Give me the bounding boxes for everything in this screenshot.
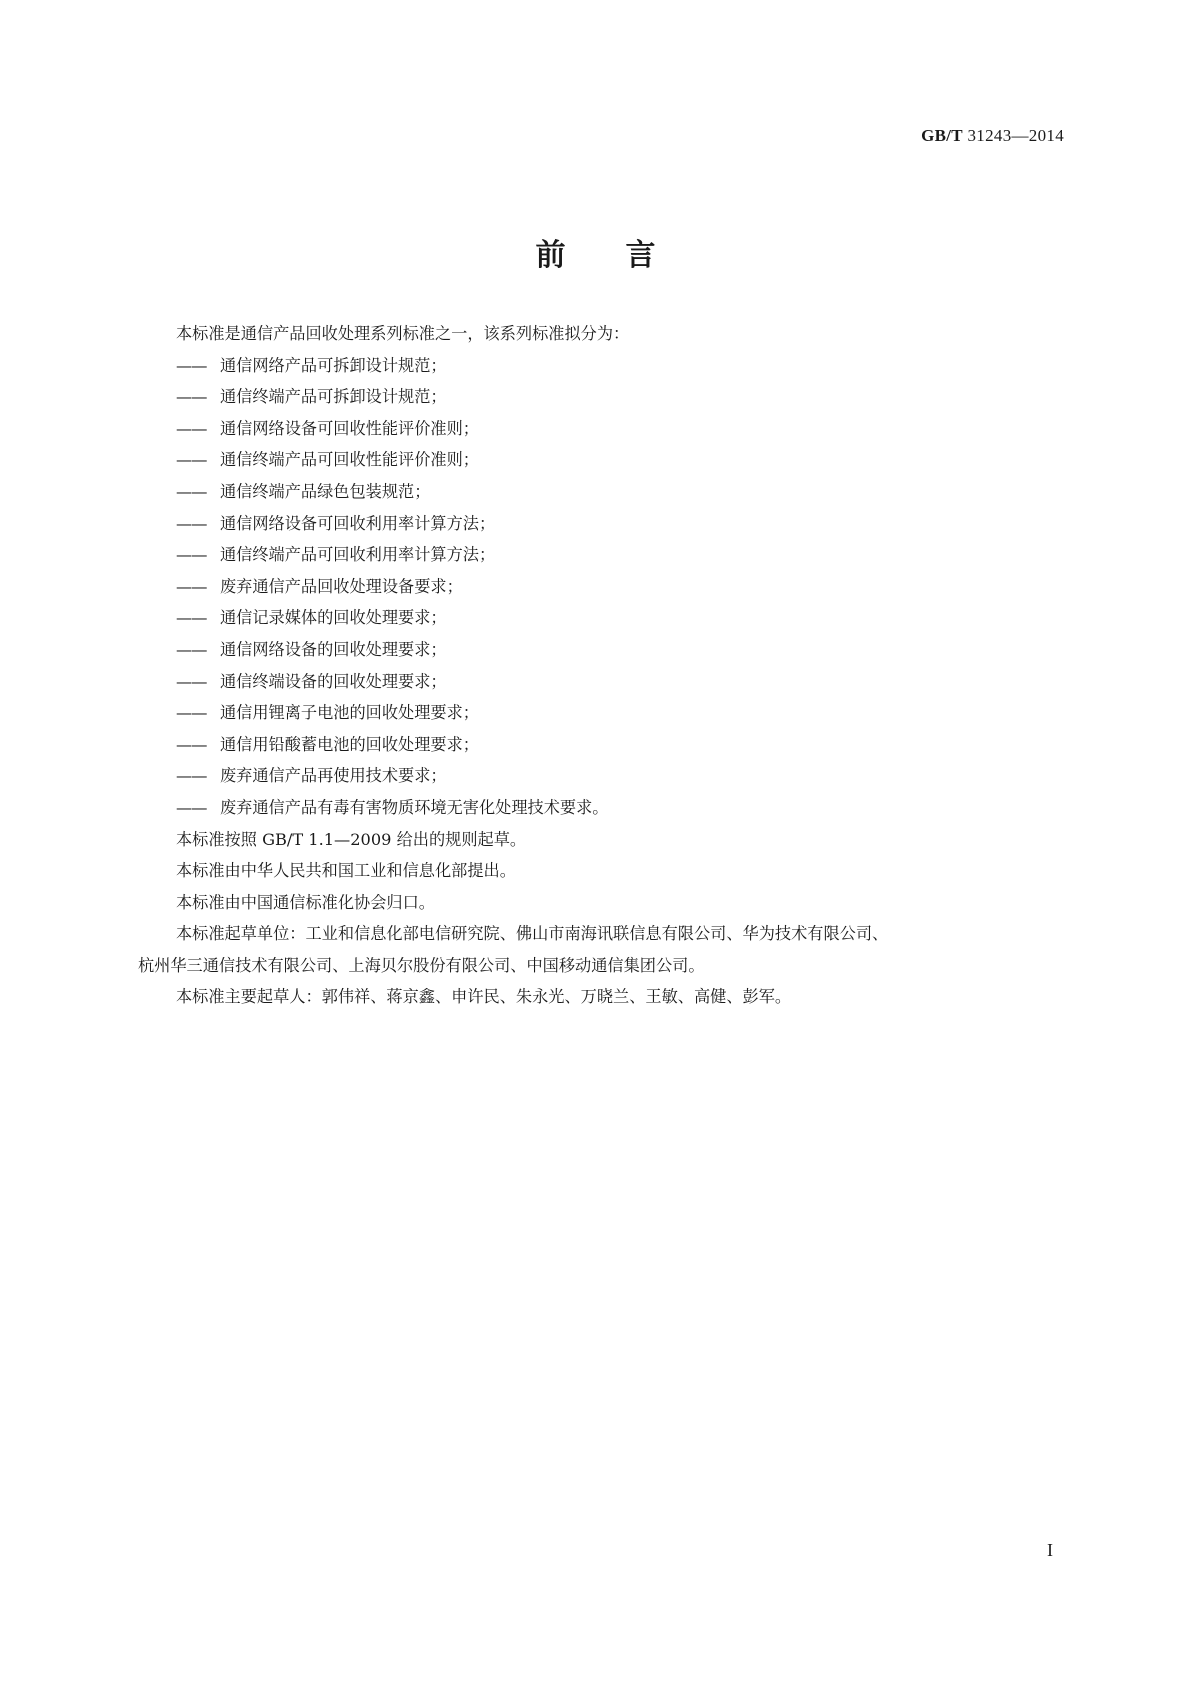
list-item-text: 通信终端产品可回收性能评价准则； — [220, 450, 479, 470]
proposed-by-paragraph: 本标准由中华人民共和国工业和信息化部提出。 — [176, 861, 516, 881]
page-title: 前言 — [535, 238, 716, 273]
centralized-by-paragraph: 本标准由中国通信标准化协会归口。 — [176, 892, 435, 912]
intro-paragraph: 本标准是通信产品回收处理系列标准之一，该系列标准拟分为： — [176, 324, 630, 343]
list-item — [138, 444, 1078, 476]
dash-marker: —— — [176, 418, 207, 438]
list-item-text: 通信用锂离子电池的回收处理要求； — [220, 703, 479, 723]
list-item-text: 通信终端设备的回收处理要求； — [220, 671, 447, 691]
drafting-rules-paragraph: 本标准按照 GB/T 1.1—2009 给出的规则起草。 — [176, 829, 527, 849]
list-item-text: 通信网络设备的回收处理要求； — [220, 639, 447, 659]
dash-marker: —— — [176, 703, 207, 723]
list-item-text: 废弃通信产品有毒有害物质环境无害化处理技术要求。 — [220, 797, 609, 817]
list-item — [138, 792, 1078, 824]
foreword-body — [138, 318, 1078, 1013]
standard-prefix: GB/T — [921, 126, 963, 145]
dash-marker: —— — [176, 545, 207, 565]
list-item-text: 通信终端产品绿色包装规范； — [220, 481, 431, 501]
dash-marker: —— — [176, 639, 207, 659]
list-item — [138, 350, 1078, 382]
list-item-text: 通信网络设备可回收性能评价准则； — [220, 418, 479, 438]
list-item — [138, 508, 1078, 540]
list-item — [138, 729, 1078, 761]
list-item-text: 通信记录媒体的回收处理要求； — [220, 608, 447, 628]
list-item-text: 废弃通信产品再使用技术要求； — [220, 766, 447, 786]
dash-marker: —— — [176, 734, 207, 754]
dash-marker: —— — [176, 576, 207, 596]
standard-code: 31243—2014 — [967, 126, 1064, 145]
list-item — [138, 571, 1078, 603]
list-item-text: 通信网络设备可回收利用率计算方法； — [220, 513, 496, 533]
dash-marker: —— — [176, 481, 207, 501]
drafters-paragraph: 本标准主要起草人：郭伟祥、蒋京鑫、申许民、朱永光、万晓兰、王敏、高健、彭军。 — [176, 987, 792, 1007]
dash-marker: —— — [176, 355, 207, 375]
list-item-text: 通信用铅酸蓄电池的回收处理要求； — [220, 734, 479, 754]
list-item — [138, 539, 1078, 571]
list-item — [138, 634, 1078, 666]
drafting-units-continuation: 杭州华三通信技术有限公司、上海贝尔股份有限公司、中国移动通信集团公司。 — [138, 955, 705, 975]
dash-marker: —— — [176, 608, 207, 628]
dash-marker: —— — [176, 797, 207, 817]
dash-marker: —— — [176, 513, 207, 533]
page-number: I — [1047, 1540, 1053, 1560]
list-item — [138, 697, 1078, 729]
list-item — [138, 760, 1078, 792]
dash-marker: —— — [176, 671, 207, 691]
list-item — [138, 413, 1078, 445]
list-item — [138, 666, 1078, 698]
list-item — [138, 602, 1078, 634]
list-item-text: 通信终端产品可拆卸设计规范； — [220, 387, 447, 407]
drafting-units-paragraph: 本标准起草单位：工业和信息化部电信研究院、佛山市南海讯联信息有限公司、华为技术有限公司、 — [176, 924, 889, 944]
dash-marker: —— — [176, 766, 207, 786]
dash-marker: —— — [176, 450, 207, 470]
standard-number — [921, 126, 1064, 146]
list-item-text: 废弃通信产品回收处理设备要求； — [220, 576, 463, 596]
list-item — [138, 476, 1078, 508]
dash-marker: —— — [176, 387, 207, 407]
list-item-text: 通信网络产品可拆卸设计规范； — [220, 355, 447, 375]
list-item-text: 通信终端产品可回收利用率计算方法； — [220, 545, 496, 565]
list-item — [138, 381, 1078, 413]
